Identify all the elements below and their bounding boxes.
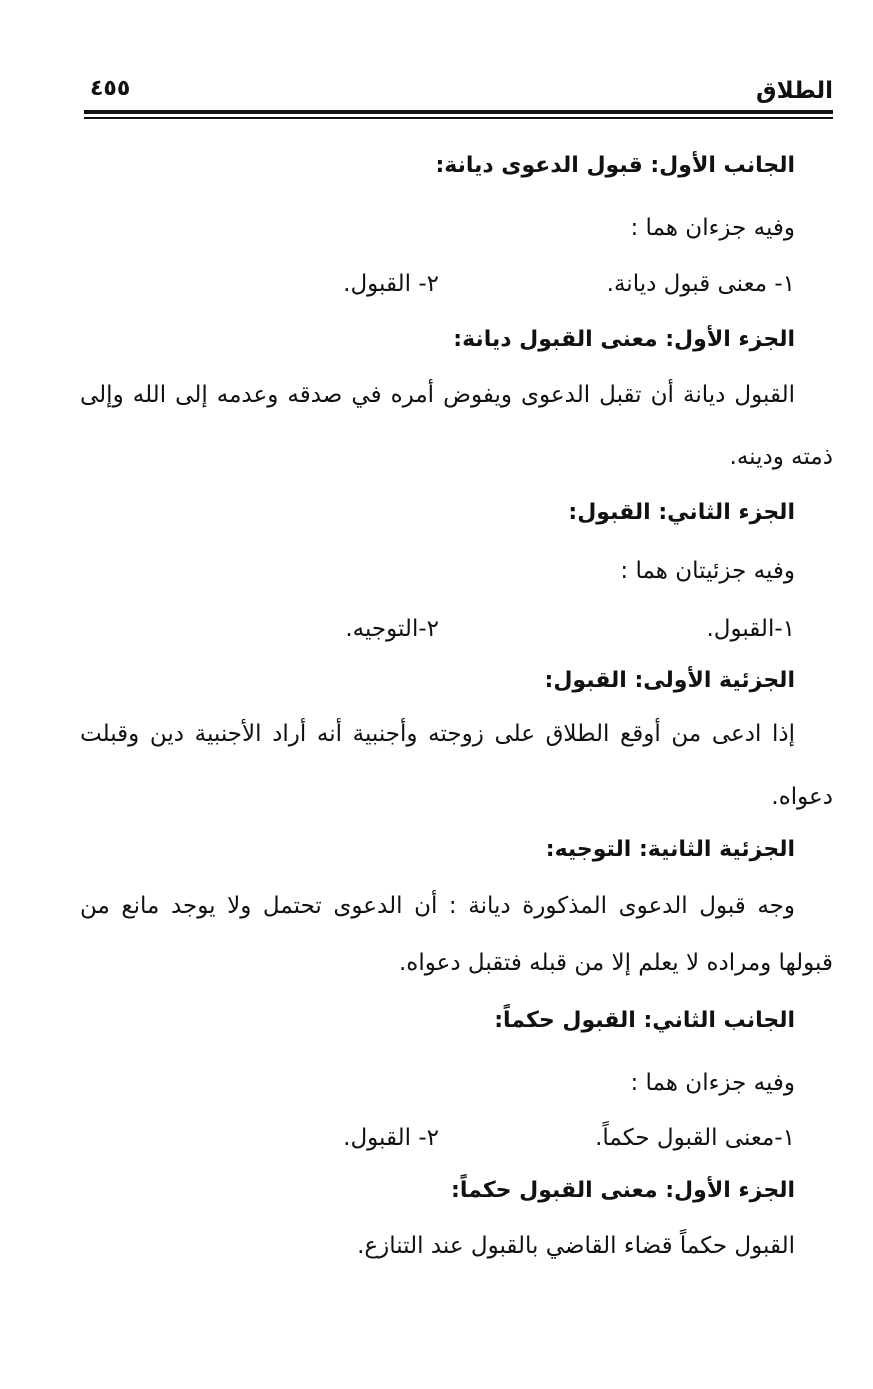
heading-side-one: الجانب الأول: قبول الدعوى ديانة: [435, 153, 795, 178]
running-title: الطلاق [756, 78, 833, 104]
heading-side-two: الجانب الثاني: القبول حكماً: [494, 1008, 795, 1033]
paragraph-line: القبول ديانة أن تقبل الدعوى ويفوض أمره في صدقه وعدمه إلى الله وإلى [80, 382, 795, 408]
paragraph-line: القبول حكماً قضاء القاضي بالقبول عند التنازع. [357, 1233, 795, 1259]
list-item: ٢- القبول. [343, 1125, 439, 1151]
paragraph-line: إذا ادعى من أوقع الطلاق على زوجته وأجنبية أنه أراد الأجنبية دين وقبلت [80, 721, 795, 747]
intro-line: وفيه جزئيتان هما : [620, 558, 795, 584]
intro-line: وفيه جزءان هما : [630, 215, 795, 241]
heading-part-one: الجزء الأول: معنى القبول ديانة: [453, 327, 795, 352]
paragraph-line: دعواه. [771, 784, 833, 810]
header-rule-thin [84, 117, 833, 119]
intro-line: وفيه جزءان هما : [630, 1070, 795, 1096]
page-number: ٤٥٥ [90, 76, 131, 101]
heading-part-two: الجزء الثاني: القبول: [568, 500, 795, 525]
paragraph-line: قبولها ومراده لا يعلم إلا من قبله فتقبل دعواه. [398, 950, 833, 976]
heading-sub-one: الجزئية الأولى: القبول: [544, 668, 795, 693]
list-item: ٢- القبول. [343, 271, 439, 297]
list-item: ١-معنى القبول حكماً. [595, 1125, 795, 1151]
list-item: ١- معنى قبول ديانة. [606, 271, 795, 297]
heading-sub-two: الجزئية الثانية: التوجيه: [545, 837, 795, 862]
paragraph-line: وجه قبول الدعوى المذكورة ديانة : أن الدعوى تحتمل ولا يوجد مانع من [80, 893, 795, 919]
heading-part-three: الجزء الأول: معنى القبول حكماً: [451, 1178, 795, 1203]
list-item: ١-القبول. [706, 616, 795, 642]
paragraph-line: ذمته ودينه. [729, 444, 833, 470]
list-item: ٢-التوجيه. [345, 616, 439, 642]
header-rule-thick [84, 110, 833, 114]
